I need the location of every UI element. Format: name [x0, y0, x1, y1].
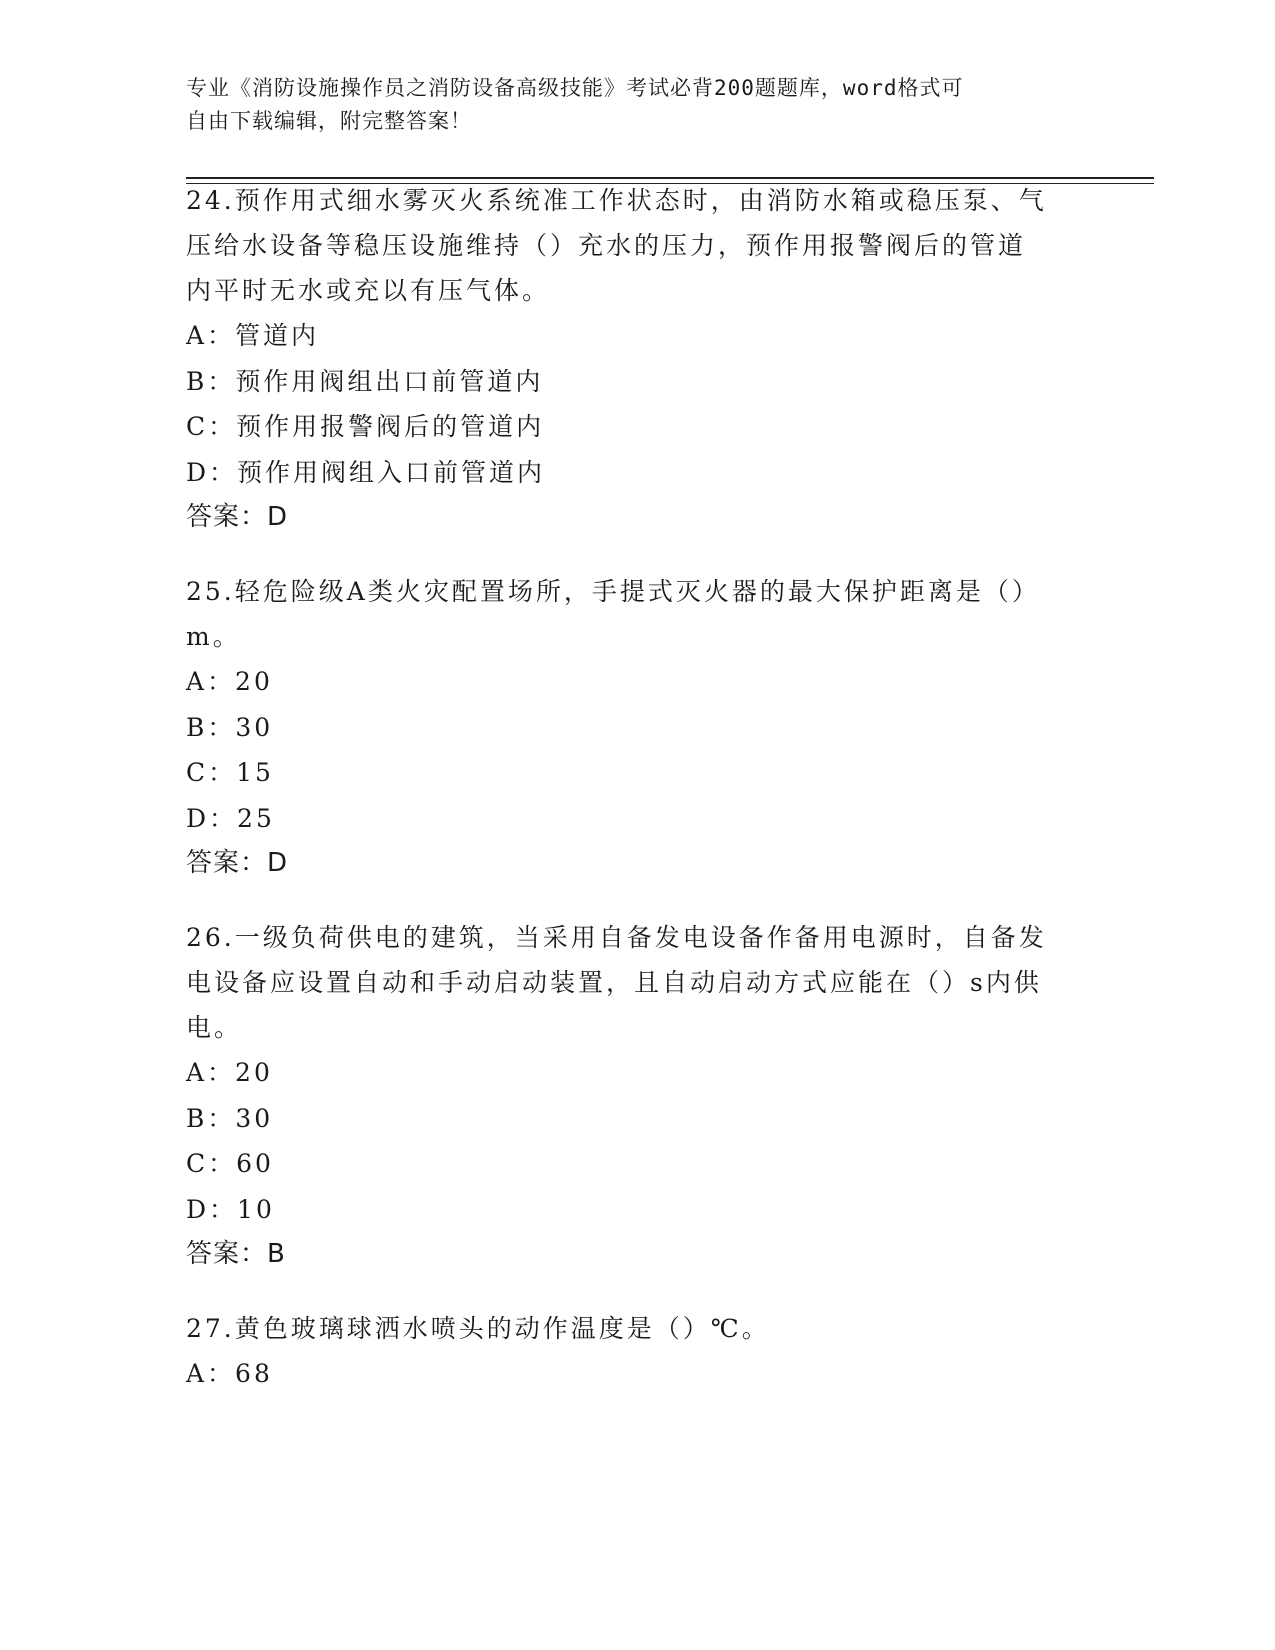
question-25	[186, 569, 1086, 886]
option-c: C：15	[186, 758, 274, 787]
stem-line: 电设备应设置自动和手动启动装置，且自动启动方式应能在（）s内供	[186, 968, 1042, 997]
document-header	[186, 72, 1076, 138]
answer: 答案：D	[186, 848, 289, 878]
question-stem	[186, 178, 1086, 313]
option-d: D：预作用阀组入口前管道内	[186, 457, 546, 487]
option-a: A：20	[186, 1058, 273, 1087]
stem-line: 压给水设备等稳压设施维持（）充水的压力，预作用报警阀后的管道	[186, 231, 1027, 260]
question-stem	[186, 569, 1086, 659]
question-27	[186, 1306, 1086, 1397]
question-stem	[186, 915, 1086, 1050]
stem-line: 27.黄色玻璃球洒水喷头的动作温度是（）℃。	[186, 1314, 770, 1343]
question-26	[186, 915, 1086, 1277]
option-c: C：预作用报警阀后的管道内	[186, 412, 545, 441]
option-c: C：60	[186, 1149, 274, 1178]
stem-line: m。	[186, 622, 241, 651]
option-a: A：20	[186, 667, 273, 696]
question-stem	[186, 1306, 1086, 1351]
header-line: 自由下载编辑，附完整答案！	[186, 109, 472, 133]
header-line: 专业《消防设施操作员之消防设备高级技能》考试必背200题题库，word格式可	[186, 76, 964, 100]
answer: 答案：D	[186, 502, 289, 532]
stem-line: 26.一级负荷供电的建筑，当采用自备发电设备作备用电源时，自备发	[186, 923, 1047, 952]
option-d: D：10	[186, 1194, 275, 1224]
option-d: D：25	[186, 803, 275, 833]
stem-line: 25.轻危险级A类火灾配置场所，手提式灭火器的最大保护距离是（）	[186, 577, 1040, 606]
option-b: B：30	[186, 1103, 274, 1133]
option-b: B：30	[186, 712, 274, 742]
stem-line: 24.预作用式细水雾灭火系统准工作状态时，由消防水箱或稳压泵、气	[186, 186, 1047, 215]
question-24	[186, 178, 1086, 540]
stem-line: 电。	[186, 1013, 243, 1042]
option-b: B：预作用阀组出口前管道内	[186, 366, 544, 396]
answer: 答案：B	[186, 1239, 286, 1269]
stem-line: 内平时无水或充以有压气体。	[186, 276, 551, 305]
option-a: A：管道内	[186, 321, 320, 350]
option-a: A：68	[186, 1359, 273, 1388]
